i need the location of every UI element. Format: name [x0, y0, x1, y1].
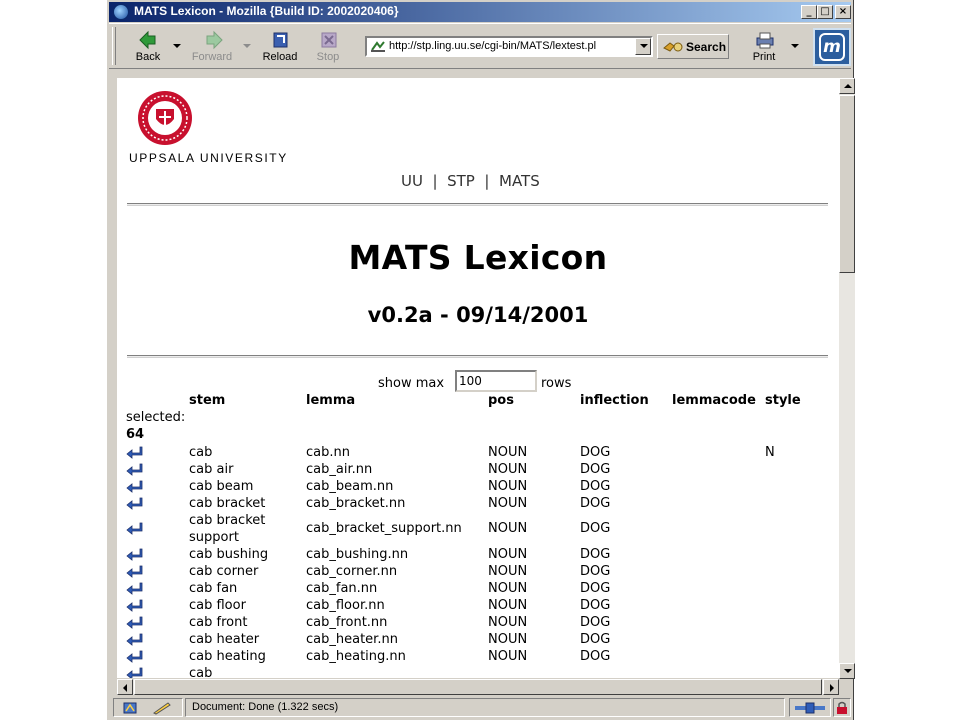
- column-header-lemma: lemma: [306, 393, 356, 408]
- cell-lemma: cab_heater.nn: [306, 632, 398, 647]
- nav-link-stp[interactable]: STP: [447, 172, 475, 190]
- show-max-input[interactable]: [455, 370, 537, 392]
- window-title: MATS Lexicon - Mozilla {Build ID: 2002020406}: [134, 4, 399, 18]
- search-icon: [662, 40, 684, 54]
- cell-style: N: [765, 445, 775, 460]
- select-row-icon[interactable]: [126, 599, 144, 612]
- compose-icon[interactable]: [152, 701, 172, 715]
- table-row: [117, 597, 839, 614]
- vertical-scroll-thumb[interactable]: [839, 95, 855, 273]
- cell-lemma: cab_heating.nn: [306, 649, 406, 664]
- forward-arrow-icon: [203, 30, 223, 50]
- selected-count: 64: [126, 427, 145, 442]
- vertical-scrollbar[interactable]: [839, 78, 855, 679]
- status-text: Document: Done (1.322 secs): [192, 701, 339, 713]
- stop-icon: [319, 30, 339, 50]
- status-text-pane: [185, 698, 785, 717]
- table-row: [117, 580, 839, 597]
- cell-inflection: DOG: [580, 521, 611, 536]
- cell-pos: NOUN: [488, 462, 528, 477]
- table-row: [117, 461, 839, 478]
- cell-stem: cab bracket: [189, 496, 266, 511]
- url-field[interactable]: [365, 36, 653, 57]
- cell-lemma: cab_air.nn: [306, 462, 373, 477]
- cell-pos: NOUN: [488, 581, 528, 596]
- cell-stem: cab heater: [189, 632, 260, 647]
- cell-lemma: cab_fan.nn: [306, 581, 378, 596]
- reload-button[interactable]: [257, 26, 303, 68]
- cell-inflection: DOG: [580, 615, 611, 630]
- cell-inflection: DOG: [580, 445, 611, 460]
- component-bar-icon[interactable]: [122, 701, 138, 715]
- print-label: Print: [752, 51, 776, 63]
- select-row-icon[interactable]: [126, 650, 144, 663]
- cell-stem-continued: support: [189, 530, 239, 545]
- cell-pos: NOUN: [488, 598, 528, 613]
- select-row-icon[interactable]: [126, 616, 144, 629]
- arrow-up-icon: [844, 84, 852, 88]
- version-text: v0.2a - 09/14/2001: [367, 303, 589, 327]
- cell-pos: NOUN: [488, 632, 528, 647]
- reload-icon: [271, 30, 291, 50]
- lock-icon[interactable]: [836, 701, 848, 715]
- cell-inflection: DOG: [580, 632, 611, 647]
- table-row: [117, 444, 839, 461]
- select-row-icon[interactable]: [126, 446, 144, 459]
- cell-lemma: cab.nn: [306, 445, 350, 460]
- site-navigation: [401, 172, 540, 190]
- cell-inflection: DOG: [580, 581, 611, 596]
- cell-stem: cab corner: [189, 564, 259, 579]
- cell-lemma: cab_bracket.nn: [306, 496, 406, 511]
- page-icon: [371, 40, 385, 53]
- cell-inflection: DOG: [580, 564, 611, 579]
- search-label: Search: [686, 40, 727, 54]
- table-row: [117, 478, 839, 495]
- print-button[interactable]: [741, 26, 787, 68]
- cell-pos: NOUN: [488, 445, 528, 460]
- horizontal-scroll-thumb[interactable]: [134, 679, 822, 695]
- column-header-style: style: [765, 393, 801, 408]
- cell-inflection: DOG: [580, 598, 611, 613]
- maximize-button[interactable]: □: [817, 5, 833, 19]
- cell-pos: NOUN: [488, 564, 528, 579]
- cell-stem: cab floor: [189, 598, 246, 613]
- cell-pos: NOUN: [488, 521, 528, 536]
- table-row: [117, 648, 839, 665]
- cell-inflection: DOG: [580, 649, 611, 664]
- table-row: [117, 512, 839, 546]
- cell-inflection: DOG: [580, 462, 611, 477]
- select-row-icon[interactable]: [126, 582, 144, 595]
- print-dropdown-icon[interactable]: [791, 44, 799, 48]
- cell-stem: cab fan: [189, 581, 238, 596]
- page-viewport: [117, 78, 839, 678]
- stop-label: Stop: [316, 51, 340, 63]
- cell-lemma: cab_beam.nn: [306, 479, 394, 494]
- back-arrow-icon: [139, 30, 159, 50]
- table-row: [117, 495, 839, 512]
- column-header-inflection: inflection: [580, 393, 649, 408]
- back-button[interactable]: [125, 26, 171, 68]
- cell-inflection: DOG: [580, 496, 611, 511]
- select-row-icon[interactable]: [126, 522, 144, 535]
- cell-lemma: cab_bushing.nn: [306, 547, 409, 562]
- chevron-down-icon: [640, 44, 648, 48]
- select-row-icon[interactable]: [126, 667, 144, 678]
- rows-label: rows: [541, 376, 572, 391]
- select-row-icon[interactable]: [126, 633, 144, 646]
- column-header-stem: stem: [189, 393, 226, 408]
- search-button[interactable]: [657, 34, 729, 59]
- select-row-icon[interactable]: [126, 565, 144, 578]
- back-dropdown-icon[interactable]: [173, 44, 181, 48]
- back-label: Back: [135, 51, 161, 63]
- column-header-lemmacode: lemmacode: [672, 393, 756, 408]
- scroll-right-button[interactable]: [823, 679, 839, 695]
- arrow-down-icon: [844, 669, 852, 673]
- page-title: MATS Lexicon: [348, 238, 608, 277]
- stop-button[interactable]: [305, 26, 351, 68]
- cell-stem: cab front: [189, 615, 248, 630]
- cell-lemma: cab_corner.nn: [306, 564, 398, 579]
- close-button[interactable]: ×: [835, 5, 851, 19]
- cell-inflection: DOG: [580, 479, 611, 494]
- status-bar: [109, 696, 851, 718]
- scroll-left-button[interactable]: [117, 679, 133, 695]
- nav-link-mats[interactable]: MATS: [499, 172, 540, 190]
- toolbar-grip[interactable]: [112, 27, 116, 65]
- cell-stem: cab bracket: [189, 513, 266, 528]
- title-bar[interactable]: [109, 2, 851, 22]
- cell-pos: NOUN: [488, 649, 528, 664]
- cell-stem: cab beam: [189, 479, 254, 494]
- status-icons-pane: [113, 698, 183, 717]
- table-row: [117, 665, 839, 678]
- column-header-pos: pos: [488, 393, 514, 408]
- university-name: UPPSALA UNIVERSITY: [129, 151, 288, 165]
- divider: [127, 203, 828, 206]
- cell-stem: cab air: [189, 462, 234, 477]
- nav-separator: |: [427, 172, 443, 190]
- mozilla-logo-icon[interactable]: m: [813, 28, 851, 66]
- connection-pane: [789, 698, 831, 717]
- cell-pos: NOUN: [488, 615, 528, 630]
- security-pane: [833, 698, 851, 717]
- scroll-down-button[interactable]: [839, 663, 855, 679]
- online-connection-icon[interactable]: [794, 702, 826, 714]
- horizontal-scrollbar[interactable]: [117, 679, 839, 695]
- show-max-label: show max: [378, 376, 445, 391]
- select-row-icon[interactable]: [126, 548, 144, 561]
- url-dropdown-button[interactable]: [635, 38, 651, 55]
- minimize-button[interactable]: _: [801, 5, 817, 19]
- mozilla-icon: [113, 4, 129, 20]
- forward-dropdown-icon[interactable]: [243, 44, 251, 48]
- cell-stem: cab heating: [189, 649, 266, 664]
- university-seal-logo: [136, 89, 194, 147]
- divider: [127, 355, 828, 358]
- cell-pos: NOUN: [488, 496, 528, 511]
- cell-lemma: cab_bracket_support.nn: [306, 521, 462, 536]
- table-row: [117, 563, 839, 580]
- select-row-icon[interactable]: [126, 497, 144, 510]
- table-row: [117, 546, 839, 563]
- reload-label: Reload: [262, 51, 298, 63]
- nav-separator: |: [479, 172, 495, 190]
- arrow-right-icon: [830, 684, 834, 692]
- cell-stem: cab bushing: [189, 547, 269, 562]
- cell-pos: NOUN: [488, 479, 528, 494]
- cell-pos: NOUN: [488, 547, 528, 562]
- scroll-up-button[interactable]: [839, 78, 855, 94]
- table-row: [117, 631, 839, 648]
- cell-lemma: cab_front.nn: [306, 615, 388, 630]
- browser-window: [106, 0, 854, 720]
- select-row-icon[interactable]: [126, 463, 144, 476]
- forward-label: Forward: [191, 51, 233, 63]
- nav-link-uu[interactable]: UU: [401, 172, 423, 190]
- table-row: [117, 614, 839, 631]
- select-row-icon[interactable]: [126, 480, 144, 493]
- cell-lemma: cab_floor.nn: [306, 598, 385, 613]
- cell-inflection: DOG: [580, 547, 611, 562]
- arrow-left-icon: [123, 684, 127, 692]
- cell-stem: cab: [189, 666, 213, 678]
- forward-button[interactable]: [189, 26, 235, 68]
- cell-stem: cab: [189, 445, 213, 460]
- navigation-toolbar: [109, 23, 851, 69]
- selected-label: selected:: [126, 410, 186, 425]
- printer-icon: [755, 30, 775, 50]
- url-text[interactable]: http://stp.ling.uu.se/cgi-bin/MATS/lextest.pl: [389, 40, 597, 52]
